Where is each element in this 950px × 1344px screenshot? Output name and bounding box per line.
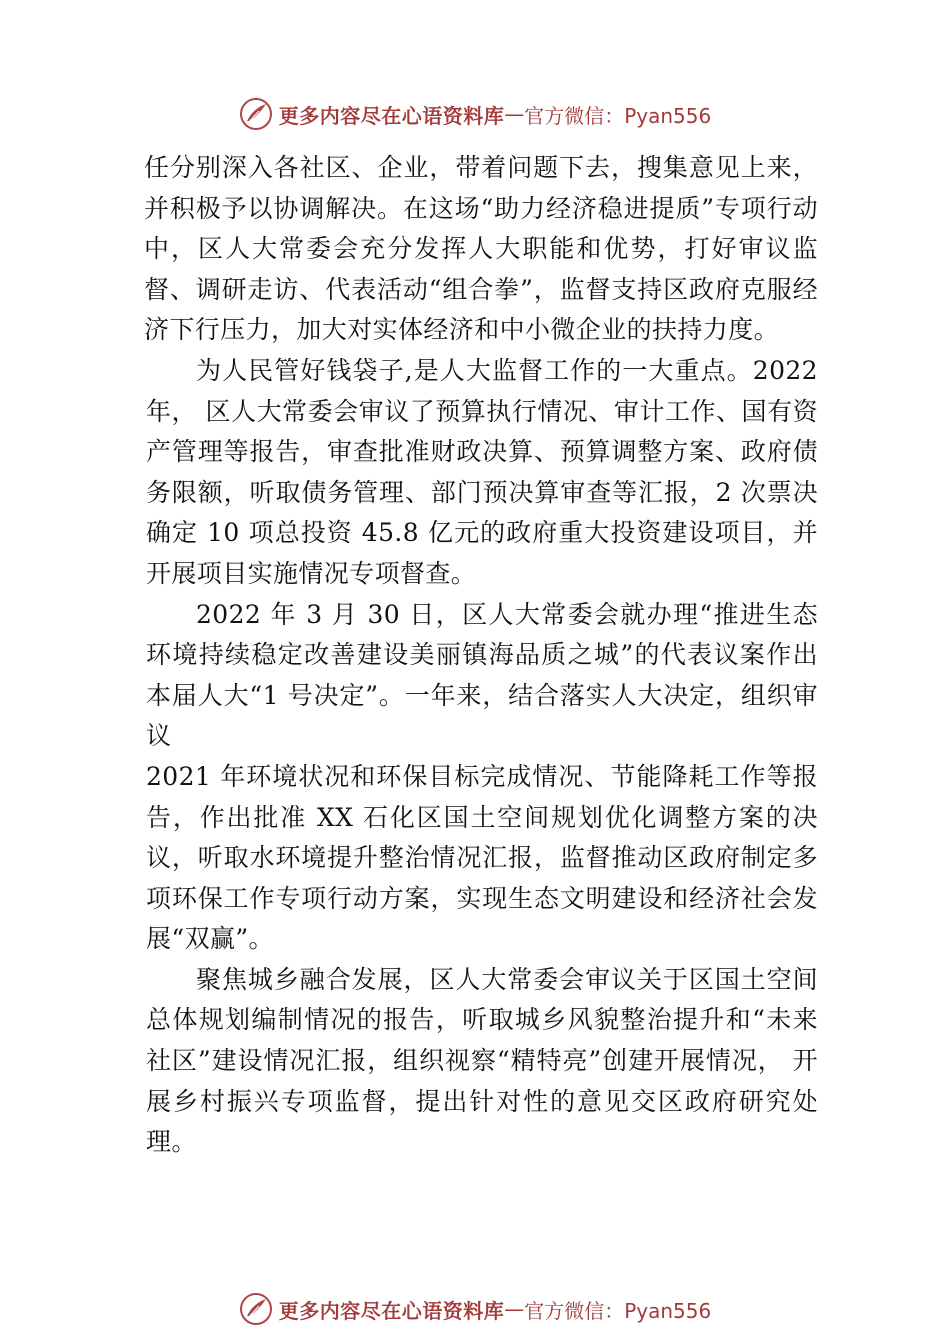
footer-banner-wechat: 官方微信：Pyan556 <box>524 1298 712 1323</box>
paragraph-environment-reports: 2021 年环境状况和环保目标完成情况、节能降耗工作等报告，作出批准 XX 石化区国土空间规划优化调整方案的决议，听取水环境提升整治情况汇报，监督推动区政府制定多项环保工作专项行动方案，实现生态文明建设和经济社会发展“双赢”。 <box>146 761 818 954</box>
footer-banner-inner <box>239 1292 712 1326</box>
paragraph-ecology-decision: 2022 年 3 月 30 日，区人大常委会就办理“推进生态环境持续稳定改善建设美丽镇海品质之城”的代表议案作出本届人大“1 号决定”。一年来，结合落实人大决定，组织审议 <box>146 599 818 751</box>
footer-banner-text: 更多内容尽在心语资料库 <box>278 1298 505 1323</box>
header-banner-text: 更多内容尽在心语资料库 <box>278 103 505 128</box>
header-banner-separator: — <box>504 102 525 126</box>
quill-logo-icon <box>239 97 273 131</box>
quill-logo-icon <box>239 1292 273 1326</box>
header-banner-wechat: 官方微信：Pyan556 <box>524 103 712 128</box>
document-body <box>146 148 818 1163</box>
paragraph-budget-supervision: 为人民管好钱袋子,是人大监督工作的一大重点。2022 年， 区人大常委会审议了预算执行情况、审计工作、国有资产管理等报告，审查批准财政决算、预算调整方案、政府债务限额，听取债务管理、部门预决算审查等汇报，2 次票决确定 10 项总投资 45.8 亿元的政府重大投资建设项目，并开展项目实施情况专项督查。 <box>146 355 818 588</box>
footer-banner <box>0 1287 950 1331</box>
header-banner <box>0 92 950 136</box>
paragraph-urban-rural: 聚焦城乡融合发展，区人大常委会审议关于区国土空间总体规划编制情况的报告，听取城乡风貌整治提升和“未来社区”建设情况汇报，组织视察“精特亮”创建开展情况， 开展乡村振兴专项监督，提出针对性的意见交区政府研究处理。 <box>146 964 818 1157</box>
footer-banner-separator: — <box>504 1297 525 1321</box>
header-banner-inner <box>239 97 712 131</box>
paragraph-continuation: 任分别深入各社区、企业，带着问题下去，搜集意见上来， 并积极予以协调解决。在这场“助力经济稳进提质”专项行动中，区人大常委会充分发挥人大职能和优势，打好审议监督、调研走访、代表活动“组合拳”，监督支持区政府克服经济下行压力，加大对实体经济和中小微企业的扶持力度。 <box>144 153 818 345</box>
